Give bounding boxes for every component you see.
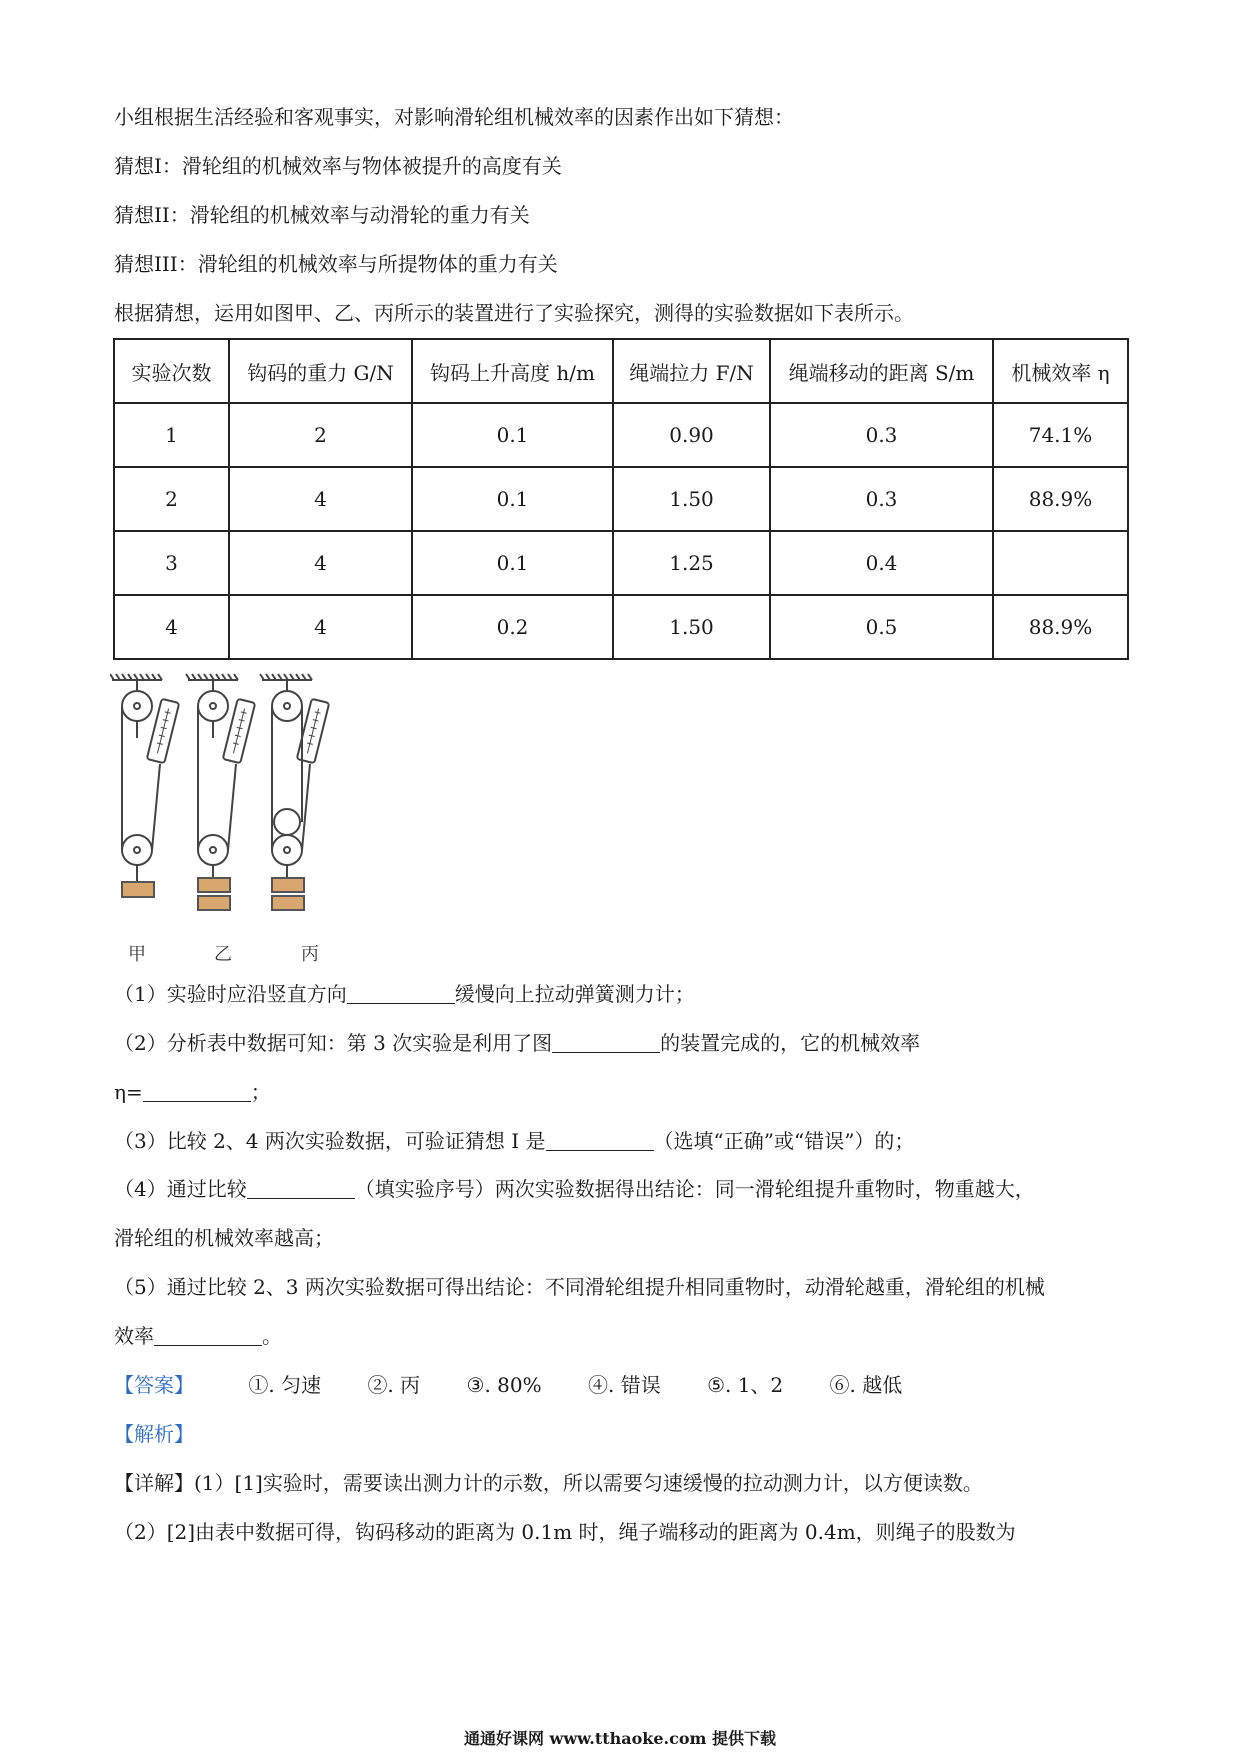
q1-text-b: 缓慢向上拉动弹簧测力计； (454, 982, 695, 1006)
table-cell: 0.2 (412, 595, 613, 659)
detail-paragraph-2: （2）[2]由表中数据可得，钩码移动的距离为 0.1m 时，绳子端移动的距离为 0.4m，则绳子的股数为 (114, 1520, 1016, 1544)
question-2 (114, 1030, 920, 1056)
table-cell: 3 (114, 531, 229, 595)
pulley-setup-yi (186, 674, 255, 910)
pulley-apparatus-figure (110, 672, 370, 962)
q4-text-a: （4）通过比较 (114, 1177, 247, 1201)
answer-label: 【答案】 (114, 1373, 194, 1397)
question-4-cont: 滑轮组的机械效率越高； (114, 1226, 334, 1250)
analysis-label: 【解析】 (114, 1422, 194, 1446)
table-header: 钩码的重力 G/N (229, 339, 412, 403)
table-cell: 2 (114, 467, 229, 531)
table-header-row (114, 339, 1128, 403)
table-row (114, 467, 1128, 531)
table-row (114, 531, 1128, 595)
page-footer: 通通好课网 www.tthaoke.com 提供下载 (463, 1729, 777, 1748)
table-intro: 根据猜想，运用如图甲、乙、丙所示的装置进行了实验探究，测得的实验数据如下表所示。 (114, 301, 914, 325)
table-header: 钩码上升高度 h/m (412, 339, 613, 403)
table-header: 绳端移动的距离 S/m (770, 339, 993, 403)
table-header: 机械效率 η (993, 339, 1128, 403)
table-header: 实验次数 (114, 339, 229, 403)
table-cell: 1.50 (613, 467, 770, 531)
table-cell: 88.9% (993, 595, 1128, 659)
q2-text-a: （2）分析表中数据可知：第 3 次实验是利用了图 (114, 1031, 553, 1055)
table-cell: 74.1% (993, 403, 1128, 467)
q4-text-b: （填实验序号）两次实验数据得出结论：同一滑轮组提升重物时，物重越大， (354, 1177, 1035, 1201)
answer-item: ②. 丙 (367, 1373, 421, 1397)
q2-text-b: 的装置完成的，它的机械效率 (660, 1031, 921, 1055)
answer-item: ④. 错误 (587, 1373, 661, 1397)
q5-text-c: 。 (262, 1324, 282, 1348)
pulley-setup-jia (110, 674, 179, 897)
question-1 (114, 981, 695, 1007)
figure-label-jia: 甲 (128, 944, 146, 965)
answer-item: ①. 匀速 (248, 1373, 322, 1397)
answer-item: ③. 80% (466, 1373, 542, 1397)
q5-blank[interactable] (154, 1325, 262, 1346)
table-cell: 0.4 (770, 531, 993, 595)
pulley-setup-bing (260, 674, 329, 910)
table-cell: 4 (229, 595, 412, 659)
data-table (113, 338, 1129, 660)
figure-label-bing: 丙 (301, 944, 319, 965)
table-row (114, 595, 1128, 659)
table-cell: 2 (229, 403, 412, 467)
table-cell: 1 (114, 403, 229, 467)
table-row (114, 403, 1128, 467)
table-header: 绳端拉力 F/N (613, 339, 770, 403)
question-5-cont (114, 1323, 282, 1349)
question-3 (114, 1128, 914, 1154)
q2-blank-efficiency[interactable] (143, 1081, 251, 1102)
figure-label-yi: 乙 (214, 944, 232, 965)
q2-text-d: ； (250, 1080, 271, 1104)
hypothesis-1: 猜想I：滑轮组的机械效率与物体被提升的高度有关 (114, 154, 562, 178)
table-cell: 4 (229, 467, 412, 531)
q5-text-b: 效率 (114, 1324, 154, 1348)
hypothesis-2: 猜想II：滑轮组的机械效率与动滑轮的重力有关 (114, 203, 530, 227)
answer-item: ⑤. 1、2 (707, 1373, 784, 1397)
q4-blank[interactable] (247, 1178, 355, 1199)
q3-blank[interactable] (546, 1130, 654, 1151)
q3-text-b: （选填“正确”或“错误”）的； (653, 1129, 915, 1153)
detail-paragraph-1: 【详解】(1）[1]实验时，需要读出测力计的示数，所以需要匀速缓慢的拉动测力计，以方便读数。 (114, 1471, 983, 1495)
question-5: （5）通过比较 2、3 两次实验数据可得出结论：不同滑轮组提升相同重物时，动滑轮越重，滑轮组的机械 (114, 1275, 1045, 1299)
table-cell: 88.9% (993, 467, 1128, 531)
answer-item: ⑥. 越低 (829, 1373, 903, 1397)
table-cell: 0.1 (412, 403, 613, 467)
table-cell: 0.5 (770, 595, 993, 659)
answer-line (114, 1372, 942, 1398)
table-cell: 0.1 (412, 467, 613, 531)
table-cell: 0.3 (770, 403, 993, 467)
intro-text: 小组根据生活经验和客观事实，对影响滑轮组机械效率的因素作出如下猜想： (114, 105, 794, 129)
table-cell: 0.90 (613, 403, 770, 467)
q3-text-a: （3）比较 2、4 两次实验数据，可验证猜想 I 是 (114, 1129, 546, 1153)
q2-blank-figure[interactable] (552, 1032, 660, 1053)
table-cell: 1.25 (613, 531, 770, 595)
table-cell: 0.3 (770, 467, 993, 531)
hypothesis-3: 猜想III：滑轮组的机械效率与所提物体的重力有关 (114, 252, 558, 276)
q1-text-a: （1）实验时应沿竖直方向 (114, 982, 347, 1006)
question-4 (114, 1176, 1035, 1202)
table-cell: 4 (229, 531, 412, 595)
q1-blank[interactable] (347, 983, 455, 1004)
table-cell: 0.1 (412, 531, 613, 595)
question-2-cont (114, 1079, 271, 1105)
table-cell: 4 (114, 595, 229, 659)
table-cell: 1.50 (613, 595, 770, 659)
q2-text-c: η= (114, 1080, 143, 1104)
table-cell (993, 531, 1128, 595)
